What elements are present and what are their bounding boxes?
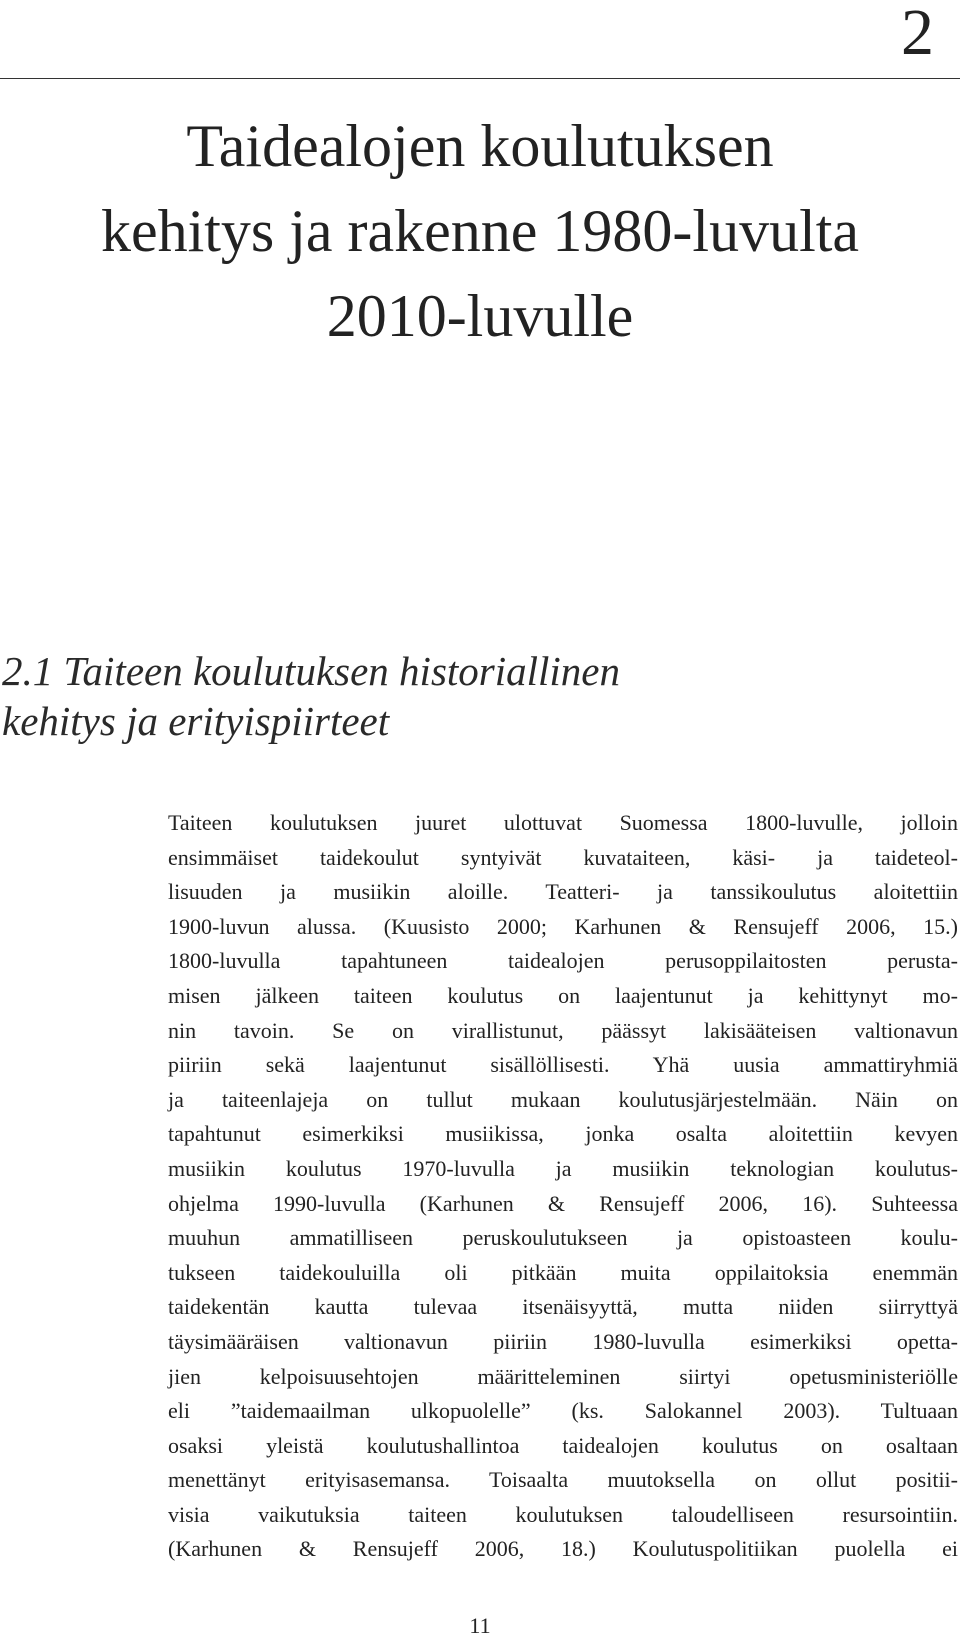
body-line: taidekentän kautta tulevaa itsenäisyyttä, mutta niiden siirryttyä <box>168 1294 958 1320</box>
chapter-title-line: Taidealojen koulutuksen <box>186 113 774 179</box>
body-paragraph <box>168 806 958 1567</box>
body-line: piiriin sekä laajentunut sisällöllisesti. Yhä uusia ammattiryhmiä <box>168 1052 958 1078</box>
chapter-title <box>0 104 960 359</box>
body-line: (Karhunen & Rensujeff 2006, 18.) Koulutuspolitiikan puolella ei <box>168 1536 958 1562</box>
chapter-number: 2 <box>901 0 934 69</box>
body-line: visia vaikutuksia taiteen koulutuksen taloudelliseen resursointiin. <box>168 1501 958 1527</box>
body-line: menettänyt erityisasemansa. Toisaalta muutoksella on ollut positii- <box>168 1467 958 1493</box>
body-line: muuhun ammatilliseen peruskoulutukseen ja opistoasteen koulu- <box>168 1225 958 1251</box>
body-line: nin tavoin. Se on virallistunut, päässyt lakisääteisen valtionavun <box>168 1017 958 1043</box>
body-line: ohjelma 1990-luvulla (Karhunen & Rensujeff 2006, 16). Suhteessa <box>168 1190 958 1216</box>
section-heading <box>2 646 620 746</box>
body-line: misen jälkeen taiteen koulutus on laajentunut ja kehittynyt mo- <box>168 982 958 1008</box>
chapter-title-line: 2010-luvulle <box>326 283 634 349</box>
body-line: osaksi yleistä koulutushallintoa taidealojen koulutus on osaltaan <box>168 1432 958 1458</box>
body-line: 1800-luvulla tapahtuneen taidealojen perusoppilaitosten perusta- <box>168 948 958 974</box>
chapter-divider <box>0 78 960 79</box>
body-line: Taiteen koulutuksen juuret ulottuvat Suomessa 1800-luvulle, jolloin <box>168 810 958 835</box>
body-line: ja taiteenlajeja on tullut mukaan koulutusjärjestelmään. Näin on <box>168 1086 958 1112</box>
body-line: ensimmäiset taidekoulut syntyivät kuvataiteen, käsi- ja taideteol- <box>168 844 958 870</box>
body-line: tukseen taidekouluilla oli pitkään muita oppilaitoksia enemmän <box>168 1259 958 1285</box>
body-line: lisuuden ja musiikin aloille. Teatteri- ja tanssikoulutus aloitettiin <box>168 879 958 905</box>
body-line: jien kelpoisuusehtojen määritteleminen siirtyi opetusministeriölle <box>168 1363 958 1389</box>
body-line: täysimääräisen valtionavun piiriin 1980-luvulla esimerkiksi opetta- <box>168 1328 958 1354</box>
page-number: 11 <box>469 1613 491 1638</box>
section-heading-line: 2.1 Taiteen koulutuksen historiallinen <box>2 648 621 694</box>
body-line: 1900-luvun alussa. (Kuusisto 2000; Karhunen & Rensujeff 2006, 15.) <box>168 913 958 939</box>
chapter-title-line: kehitys ja rakenne 1980-luvulta <box>100 198 860 264</box>
body-line: tapahtunut esimerkiksi musiikissa, jonka osalta aloitettiin kevyen <box>168 1121 958 1147</box>
body-line: musiikin koulutus 1970-luvulla ja musiikin teknologian koulutus- <box>168 1155 958 1181</box>
body-line: eli ”taidemaailman ulkopuolelle” (ks. Salokannel 2003). Tultuaan <box>168 1398 958 1424</box>
section-heading-line: kehitys ja erityispiirteet <box>2 698 390 744</box>
